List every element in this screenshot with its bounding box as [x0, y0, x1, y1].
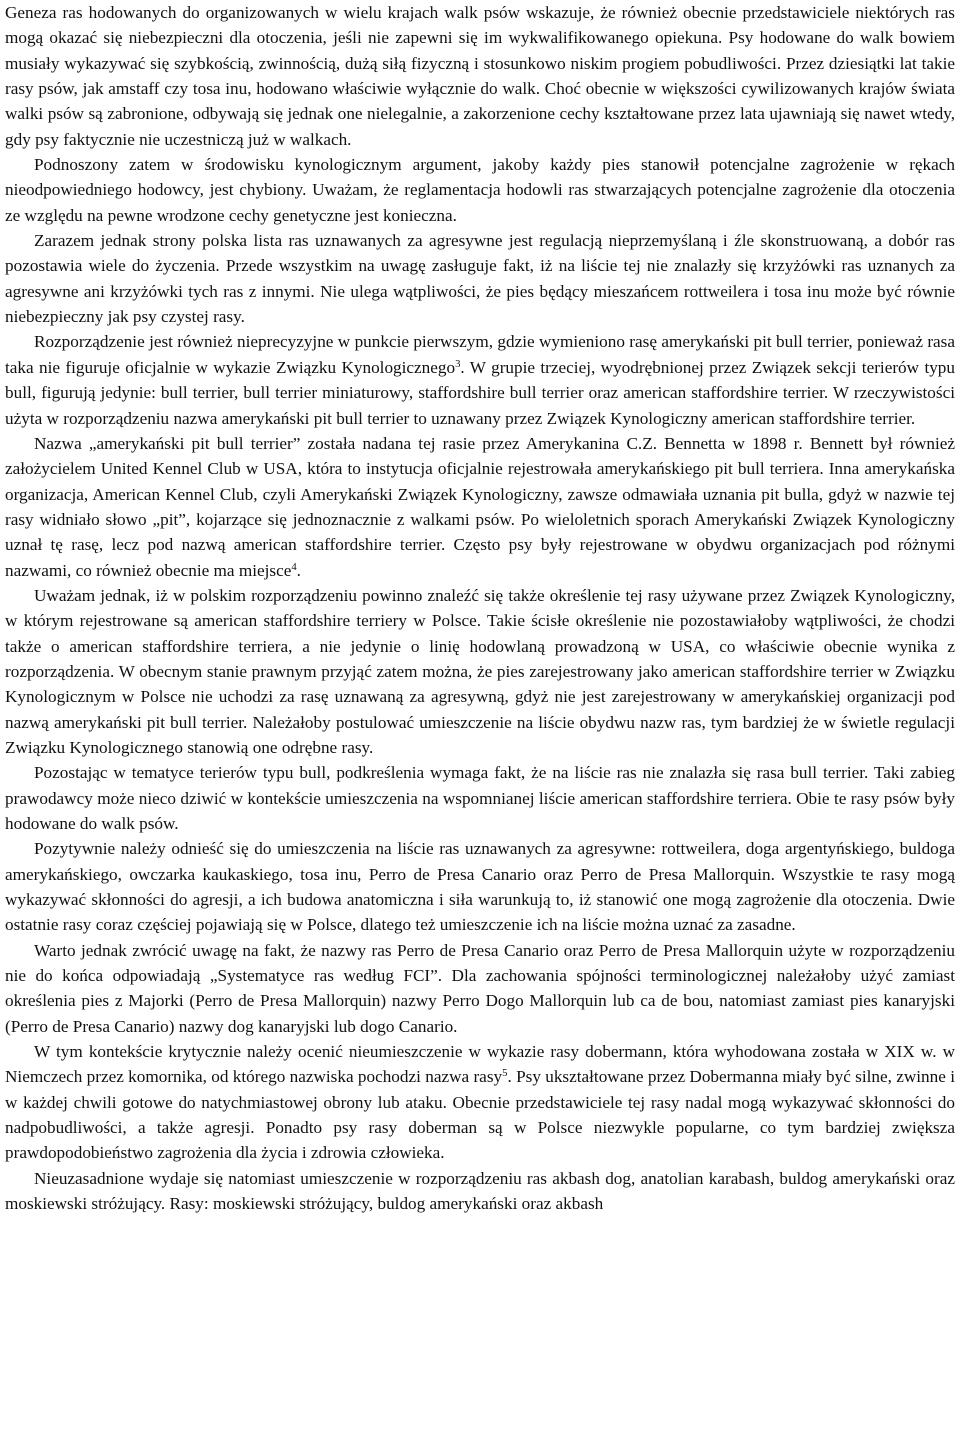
paragraph-text: Pozostając w tematyce terierów typu bull, podkreślenia wymaga fakt, że na liście ras nie znalazła się rasa bull terrier. Taki zabieg prawodawcy może nieco dziwić w kontekście umieszczenia na wspomnianej liście american staffordshire terriera. Obie te rasy psów były hodowane do walk psów.	[5, 763, 955, 833]
paragraph-5	[5, 431, 955, 583]
paragraph-text: Podnoszony zatem w środowisku kynologicznym argument, jakoby każdy pies stanowił potencjalne zagrożenie w rękach nieodpowiedniego hodowcy, jest chybiony. Uważam, że reglamentacja hodowli ras stwarzających potencjalne zagrożenie dla otoczenia ze względu na pewne wrodzone cechy genetyczne jest konieczna.	[5, 155, 955, 225]
paragraph-text: Rozporządzenie jest również nieprecyzyjne w punkcie pierwszym, gdzie wymieniono rasę amerykański pit bull terrier, ponieważ rasa taka nie figuruje oficjalnie w wykazie Związku Kynologicznego	[5, 332, 955, 377]
footnote-marker: 4	[291, 561, 297, 573]
paragraph-2	[5, 152, 955, 228]
paragraph-text: Zarazem jednak strony polska lista ras uznawanych za agresywne jest regulacją nieprzemyślaną i źle skonstruowaną, a dobór ras pozostawia wiele do życzenia. Przede wszystkim na uwagę zasługuje fakt, iż na liście tej nie znalazły się krzyżówki ras uznanych za agresywne ani krzyżówki tych ras z innymi. Nie ulega wątpliwości, że pies będący mieszańcem rottweilera i tosa inu może być równie niebezpieczny jak psy czystej rasy.	[5, 231, 955, 327]
paragraph-4	[5, 329, 955, 430]
footnote-marker: 5	[502, 1068, 508, 1080]
paragraph-text-continued: . Psy ukształtowane przez Dobermanna miały być silne, zwinne i w każdej chwili gotowe do natychmiastowej obrony lub ataku. Obecnie przedstawiciele tej rasy nadal mogą wykazywać skłonności do nadpobudliwości, a także agresji. Ponadto psy rasy doberman są w Polsce niezwykle popularne, co tym bardziej zwiększa prawdopodobieństwo zagrożenia dla życia i zdrowia człowieka.	[5, 1067, 955, 1163]
paragraph-9	[5, 938, 955, 1039]
paragraph-text: Geneza ras hodowanych do organizowanych w wielu krajach walk psów wskazuje, że również obecnie przedstawiciele niektórych ras mogą okazać się niebezpieczni dla otoczenia, jeśli nie zapewni się im wykwalifikowanego opiekuna. Psy hodowane do walk bowiem musiały wykazywać się szybkością, zwinnością, dużą siłą fizyczną i stosunkowo niskim progiem pobudliwości. Przez dziesiątki lat takie rasy psów, jak amstaff czy tosa inu, hodowano właściwie wyłącznie do walk. Choć obecnie w większości cywilizowanych krajów świata walki psów są zabronione, odbywają się jednak one nielegalnie, a zakorzenione cechy kształtowane przez lata ujawniają się nawet wtedy, gdy psy faktycznie nie uczestniczą już w walkach.	[5, 3, 955, 149]
paragraph-6	[5, 583, 955, 760]
paragraph-text: W tym kontekście krytycznie należy ocenić nieumieszczenie w wykazie rasy dobermann, która wyhodowana została w XIX w. w Niemczech przez komornika, od którego nazwiska pochodzi nazwa rasy	[5, 1042, 955, 1087]
paragraph-text: Nieuzasadnione wydaje się natomiast umieszczenie w rozporządzeniu ras akbash dog, anatolian karabash, buldog amerykański oraz moskiewski stróżujący. Rasy: moskiewski stróżujący, buldog amerykański oraz akbash	[5, 1168, 955, 1214]
paragraph-11	[5, 1166, 955, 1217]
paragraph-7	[5, 760, 955, 836]
paragraph-text: Warto jednak zwrócić uwagę na fakt, że nazwy ras Perro de Presa Canario oraz Perro de Presa Mallorquin użyte w rozporządzeniu nie do końca odpowiadają „Systematyce ras według FCI”. Dla zachowania spójności terminologicznej należałoby użyć zamiast określenia pies z Majorki (Perro de Presa Mallorquin) nazwy Perro Dogo Mallorquin lub ca de bou, natomiast zamiast pies kanaryjski (Perro de Presa Canario) nazwy dog kanaryjski lub dogo Canario.	[5, 940, 955, 1036]
footnote-marker: 3	[455, 358, 461, 370]
paragraph-1	[5, 0, 955, 152]
paragraph-text: Pozytywnie należy odnieść się do umieszczenia na liście ras uznawanych za agresywne: rottweilera, doga argentyńskiego, buldoga amerykańskiego, owczarka kaukaskiego, tosa inu, Perro de Presa Canario oraz Perro de Presa Mallorquin. Wszystkie te rasy mogą wykazywać skłonności do agresji, a ich budowa anatomiczna i siła warunkują to, iż stanowić one mogą zagrożenie dla otoczenia. Dwie ostatnie rasy coraz częściej pojawiają się w Polsce, dlatego też umieszczenie ich na liście można uznać za zasadne.	[5, 839, 955, 935]
paragraph-10	[5, 1039, 955, 1166]
paragraph-3	[5, 228, 955, 329]
paragraph-text-continued: . W grupie trzeciej, wyodrębnionej przez Związek sekcji terierów typu bull, figurują jedynie: bull terrier, bull terrier miniaturowy, staffordshire bull terrier oraz american staffordshire terrier. W rzeczywistości użyta w rozporządzeniu nazwa amerykański pit bull terrier to uznawany przez Związek Kynologiczny american staffordshire terrier.	[5, 357, 955, 428]
paragraph-text: Uważam jednak, iż w polskim rozporządzeniu powinno znaleźć się także określenie tej rasy używane przez Związek Kynologiczny, w którym rejestrowane są american staffordshire terriery w Polsce. Takie ścisłe określenie nie pozostawiałoby wątpliwości, że chodzi także o american staffordshire terriera, a nie jedynie o linię hodowlaną prowadzoną w USA, co właściwie obecnie wynika z rozporządzenia. W obecnym stanie prawnym przyjąć zatem można, że pies zarejestrowany jako american staffordshire terrier w Związku Kynologicznym w Polsce nie uchodzi za rasę uznawaną za agresywną, gdyż nie jest zarejestrowany w amerykańskiej organizacji pod nazwą amerykański pit bull terrier. Należałoby postulować umieszczenie na liście obydwu nazw ras, tym bardziej że w świetle regulacji Związku Kynologicznego stanowią one odrębne rasy.	[5, 585, 955, 757]
paragraph-8	[5, 836, 955, 937]
paragraph-text: Nazwa „amerykański pit bull terrier” została nadana tej rasie przez Amerykanina C.Z. Bennetta w 1898 r. Bennett był również założycielem United Kennel Club w USA, która to instytucja oficjalnie rejestrowała amerykańskiego pit bull terriera. Inna amerykańska organizacja, American Kennel Club, czyli Amerykański Związek Kynologiczny, zawsze odmawiała uznania pit bulla, gdyż w nazwie tej rasy widniało słowo „pit”, kojarzące się jednoznacznie z walkami psów. Po wieloletnich sporach Amerykański Związek Kynologiczny uznał tę rasę, lecz pod nazwą american staffordshire terrier. Często psy były rejestrowane w obydwu organizacjach pod różnymi nazwami, co również obecnie ma miejsce	[5, 433, 955, 580]
paragraph-text-continued: .	[296, 560, 301, 580]
